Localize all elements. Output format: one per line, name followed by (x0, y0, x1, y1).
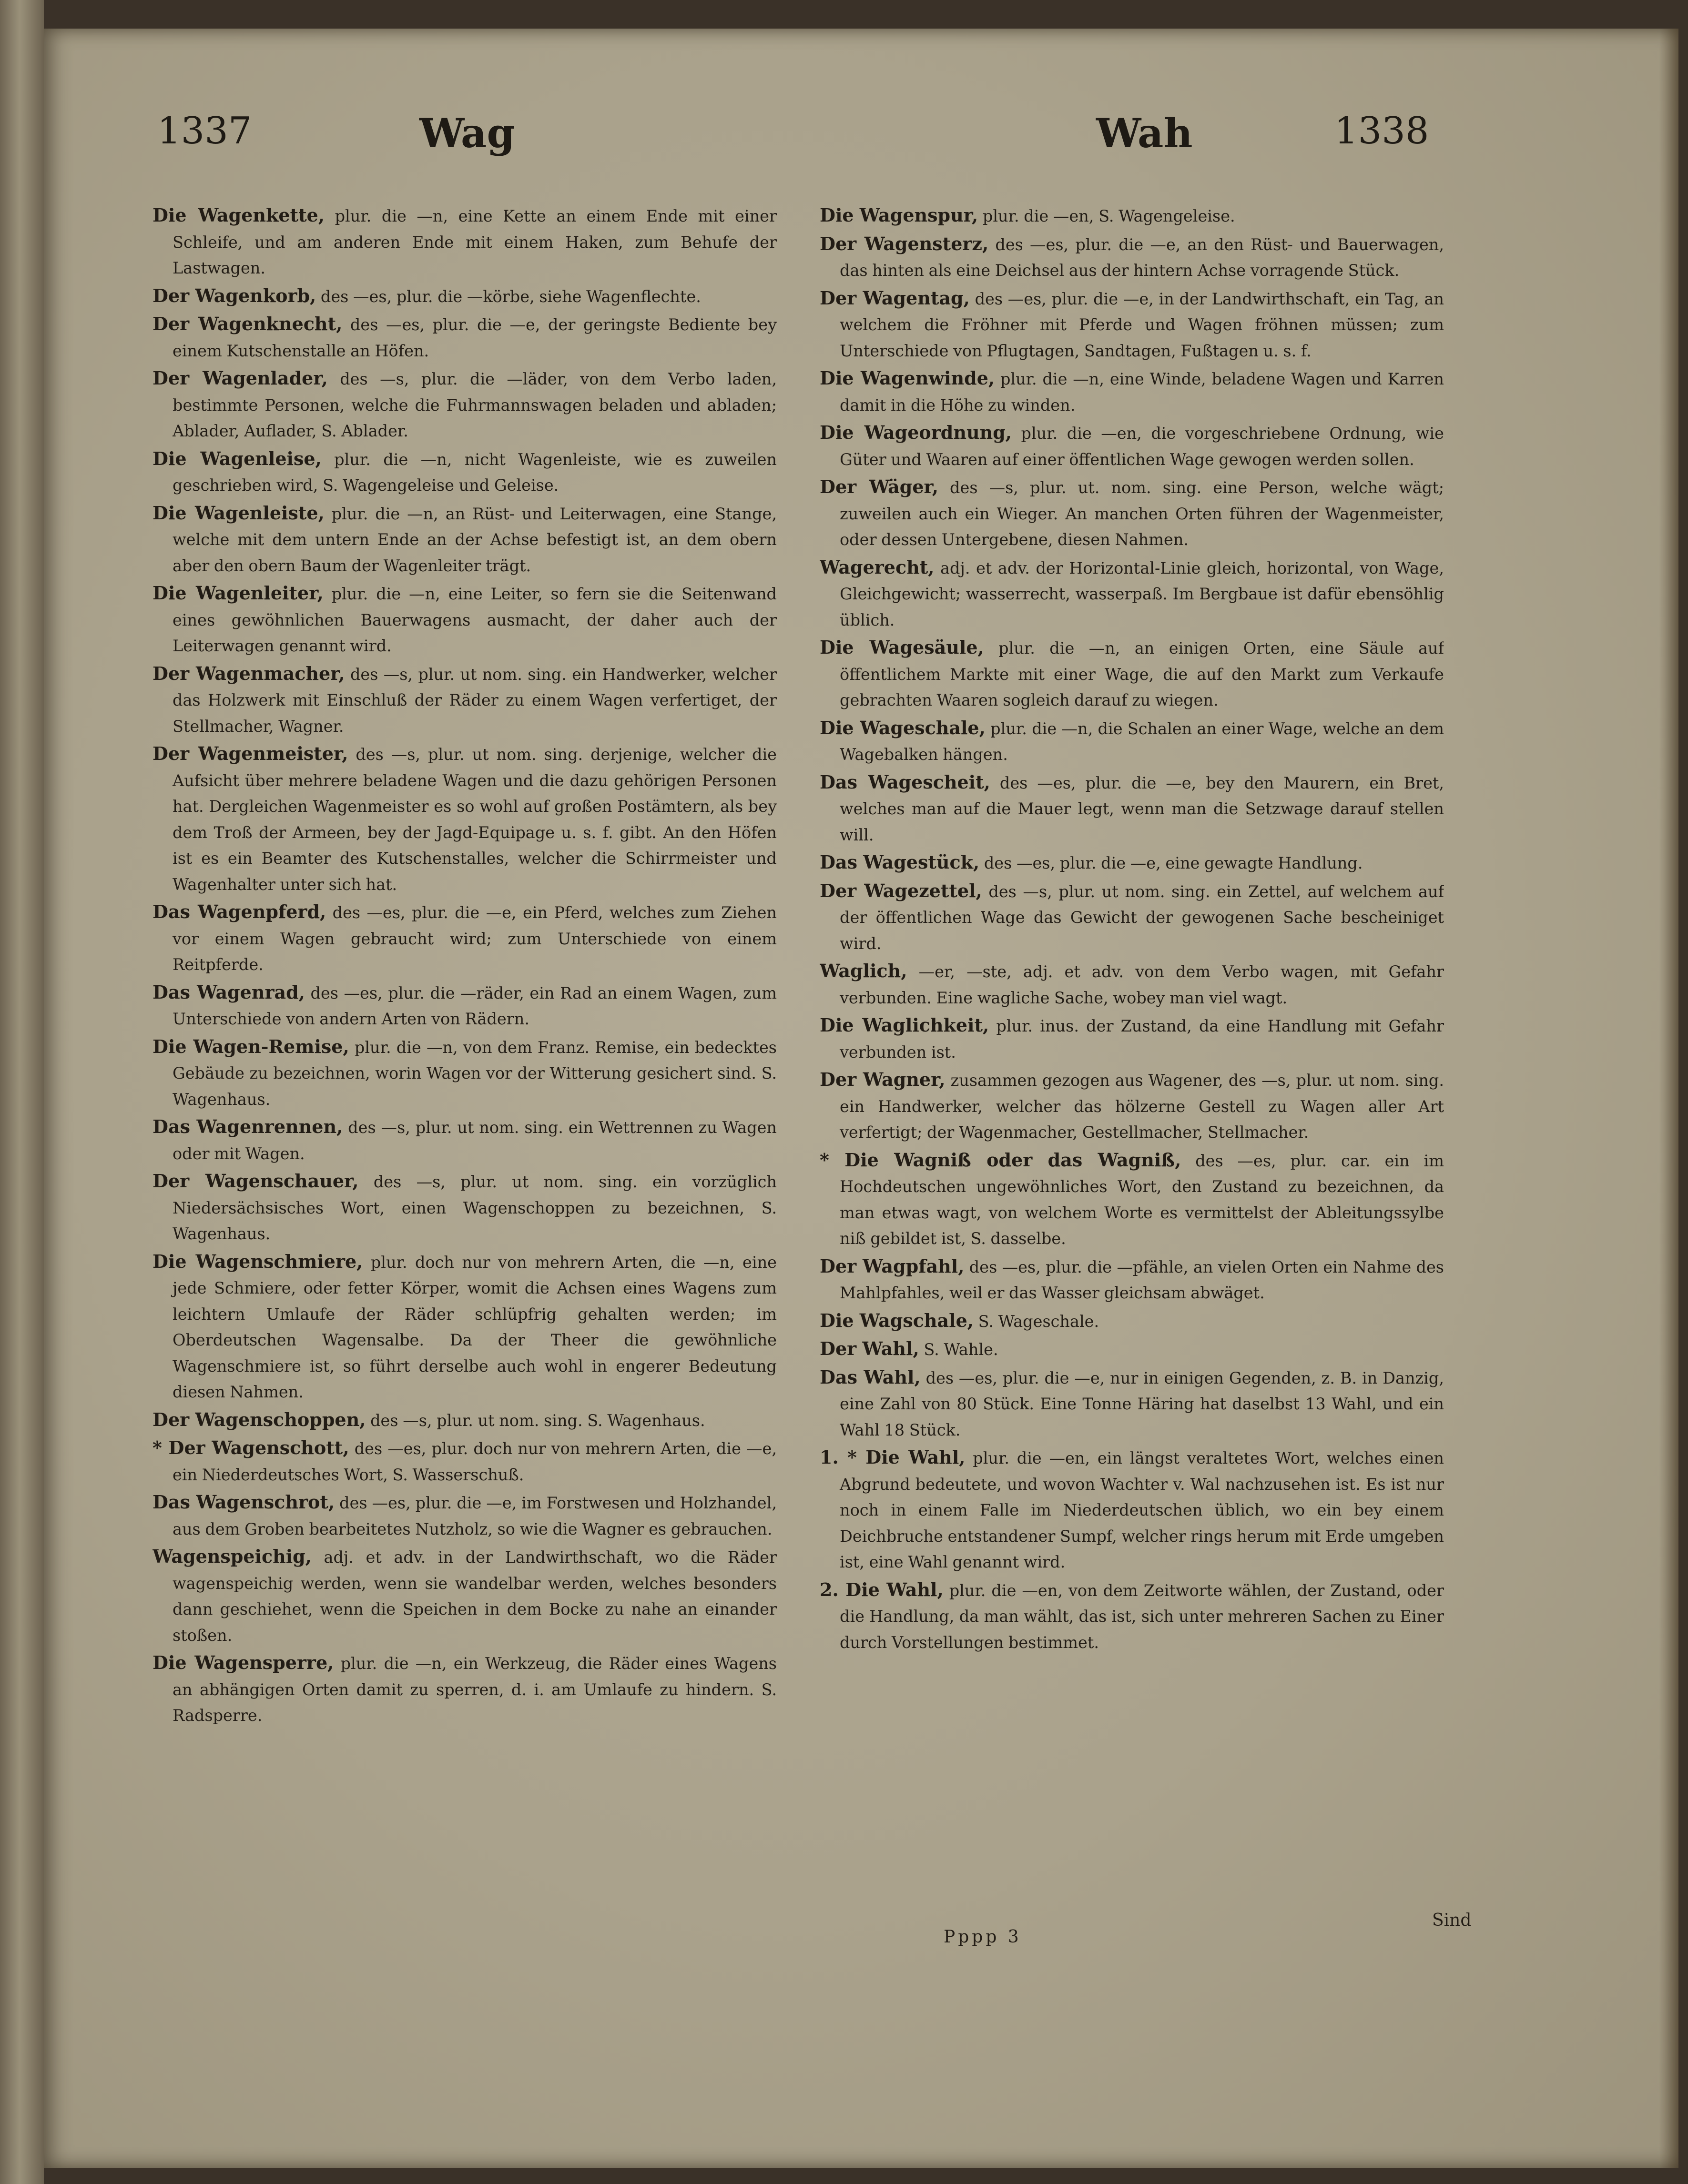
dictionary-entry (153, 1114, 777, 1167)
entry-headword: Der Wahl, (820, 1338, 919, 1359)
dictionary-entry (153, 1168, 777, 1247)
entry-headword: Der Wagezettel, (820, 880, 982, 901)
dictionary-entry (820, 285, 1444, 364)
dictionary-entry (153, 1407, 777, 1434)
entry-definition: plur. die —en, von dem Zeitworte wählen, der Zustand, oder die Handlung, da man wählt, das ist, sich unter mehreren Sachen zu Einer durch Vorstellungen bestimmet. (840, 1581, 1444, 1652)
dictionary-entry (153, 1435, 777, 1488)
entry-headword: 1. * Die Wahl, (820, 1446, 966, 1468)
entry-definition: plur. die —n, ein Werkzeug, die Räder eines Wagens an abhängigen Orten damit zu sperren, d. i. am Umlaufe zu hindern. S. Radsperre. (173, 1654, 777, 1725)
entry-headword: Der Wagensterz, (820, 233, 989, 254)
entry-headword: * Die Wagniß oder das Wagniß, (820, 1149, 1181, 1171)
dictionary-entry (153, 1650, 777, 1729)
entry-headword: Die Wageschale, (820, 717, 986, 738)
entry-headword: Die Wagenleiter, (153, 582, 324, 604)
dictionary-entry (820, 555, 1444, 634)
dictionary-entry (820, 769, 1444, 849)
entry-headword: Der Wagenlader, (153, 367, 328, 389)
entry-definition: adj. et adv. in der Landwirthschaft, wo die Räder wagenspeichig werden, wenn sie wandelbar werden, welches besonders dann geschiehet, wenn die Speichen in dem Bocke zu nahe an einander stoßen. (173, 1548, 777, 1645)
previous-page-edge (0, 0, 44, 2184)
entry-headword: Der Wagenmacher, (153, 662, 345, 684)
entry-definition: plur. die —n, an einigen Orten, eine Säule auf öffentlichem Markte mit einer Wage, die auf den Markt zum Verkaufe gebrachten Waaren sogleich darauf zu wiegen. (840, 639, 1444, 709)
dictionary-entry (153, 311, 777, 364)
dictionary-entry (820, 1577, 1444, 1656)
entry-definition: plur. die —en, S. Wagengeleise. (978, 207, 1235, 225)
right-page-number: 1338 (1334, 110, 1429, 152)
entry-headword: Das Wagenrad, (153, 981, 305, 1003)
entry-definition: plur. die —n, an Rüst- und Leiterwagen, eine Stange, welche mit dem untern Ende an der Achse befestigt ist, an dem obern aber den obern Baum der Wagenleiter trägt. (173, 504, 777, 575)
entry-headword: Waglich, (820, 960, 907, 981)
dictionary-entry (820, 1336, 1444, 1363)
entry-headword: Das Wagenschrot, (153, 1491, 335, 1513)
entry-definition: plur. die —n, eine Kette an einem Ende mit einer Schleife, und am anderen Ende mit einem Haken, zum Behufe der Lastwagen. (173, 207, 777, 277)
dictionary-entry (153, 1489, 777, 1542)
dictionary-entry (153, 1544, 777, 1648)
entry-definition: des —s, plur. die —läder, von dem Verbo laden, bestimmte Personen, welche die Fuhrmannswagen beladen und abladen; Ablader, Auflader, S. Ablader. (173, 370, 777, 440)
dictionary-entry (820, 958, 1444, 1011)
dictionary-entry (153, 202, 777, 282)
left-column (153, 202, 777, 1899)
entry-headword: Der Wagentag, (820, 287, 970, 309)
dictionary-entry (153, 741, 777, 898)
entry-definition: des —es, plur. die —pfähle, an vielen Orten ein Nahme des Mahlpfahles, weil er das Wasser gleichsam abwäget. (840, 1257, 1444, 1302)
entry-headword: Das Wagenrennen, (153, 1116, 343, 1137)
entry-definition: des —es, plur. die —e, an den Rüst- und Bauerwagen, das hinten als eine Deichsel aus der hintern Achse vorragende Stück. (840, 235, 1444, 280)
entry-definition: plur. die —en, ein längst veraltetes Wort, welches einen Abgrund bedeutete, und wovon Wachter v. Wal nachzusehen ist. Es ist nur noch in einem Falle im Niederdeutschen üblich, wo ein bey einem Deichbruche entstandener Sumpf, welcher rings herum mit Erde umgeben ist, eine Wahl genannt wird. (840, 1449, 1444, 1571)
entry-headword: Die Wagenleise, (153, 447, 322, 469)
entry-definition: des —s, plur. ut nom. sing. ein Handwerker, welcher das Holzwerk mit Einschluß der Räder zu einem Wagen verfertiget, der Stellmacher, Wagner. (173, 665, 777, 736)
entry-headword: Die Wagenschmiere, (153, 1250, 363, 1272)
catchword: Sind (1432, 1911, 1472, 1930)
entry-definition: des —es, plur. die —e, im Forstwesen und Holzhandel, aus dem Groben bearbeitetes Nutzholz, so wie die Wagner es gebrauchen. (173, 1494, 777, 1538)
dictionary-entry (820, 1067, 1444, 1146)
dictionary-entry (820, 715, 1444, 768)
entry-headword: Der Wagpfahl, (820, 1255, 965, 1277)
entry-definition: S. Wahle. (919, 1340, 998, 1359)
entry-headword: 2. Die Wahl, (820, 1578, 944, 1600)
dictionary-entry (820, 1308, 1444, 1335)
dictionary-entry (153, 1249, 777, 1405)
entry-definition: plur. doch nur von mehrern Arten, die —n, eine jede Schmiere, oder fetter Körper, womit die Achsen eines Wagens zum leichtern Umlaufe der Räder schlüpfrig gehalten werden; im Oberdeutschen Wagensalbe. Da der Theer die gewöhnliche Wagenschmiere ist, so führt derselbe auch wohl in engerer Bedeutung diesen Nahmen. (173, 1253, 777, 1401)
entry-headword: Die Wagenwinde, (820, 367, 995, 389)
entry-definition: plur. die —n, eine Leiter, so fern sie die Seitenwand eines gewöhnlichen Bauerwagens ausmacht, der daher auch der Leiterwagen genannt wird. (173, 585, 777, 655)
dictionary-entry (153, 446, 777, 499)
entry-definition: des —es, plur. die —e, ein Pferd, welches zum Ziehen vor einem Wagen gebraucht wird; zum Unterschiede von einem Reitpferde. (173, 903, 777, 974)
entry-headword: Die Wagensperre, (153, 1652, 334, 1673)
left-running-head: Wag (419, 110, 515, 157)
entry-headword: Der Wagenkorb, (153, 284, 316, 306)
dictionary-entry (820, 878, 1444, 957)
entry-headword: Der Wagenschoppen, (153, 1408, 366, 1430)
entry-headword: Die Wagesäule, (820, 637, 984, 658)
entry-definition: des —es, plur. die —körbe, siehe Wagenflechte. (316, 287, 701, 306)
entry-headword: Wagerecht, (820, 556, 935, 578)
entry-headword: * Der Wagenschott, (153, 1437, 349, 1458)
entry-headword: Das Wagescheit, (820, 771, 990, 793)
entry-headword: Das Wagestück, (820, 851, 980, 873)
entry-definition: plur. die —n, eine Winde, beladene Wagen und Karren damit in die Höhe zu winden. (840, 370, 1444, 415)
entry-definition: des —s, plur. ut. nom. sing. eine Person, welche wägt; zuweilen auch ein Wieger. An manchen Orten führen der Wagenmeister, oder dessen Untergebene, diesen Nahmen. (840, 478, 1444, 549)
dictionary-entry (153, 283, 777, 310)
dictionary-entry (820, 1012, 1444, 1065)
entry-definition: —er, —ste, adj. et adv. von dem Verbo wagen, mit Gefahr verbunden. Eine wagliche Sache, wobey man viel wagt. (840, 962, 1444, 1007)
entry-headword: Der Wäger, (820, 476, 939, 497)
dictionary-entry (153, 580, 777, 659)
entry-definition: plur. inus. der Zustand, da eine Handlung mit Gefahr verbunden ist. (840, 1017, 1444, 1062)
dictionary-entry (820, 1365, 1444, 1444)
dictionary-entry (153, 980, 777, 1032)
entry-definition: des —s, plur. ut nom. sing. ein Zettel, auf welchem auf der öffentlichen Wage das Gewicht der gewogenen Sache bescheiniget wird. (840, 882, 1444, 953)
entry-definition: des —es, plur. die —e, der geringste Bediente bey einem Kutschenstalle an Höfen. (173, 315, 777, 360)
entry-definition: plur. die —en, die vorgeschriebene Ordnung, wie Güter und Waaren auf einer öffentlichen Wage gewogen werden sollen. (840, 424, 1444, 469)
entry-definition: des —es, plur. doch nur von mehrern Arten, die —e, ein Niederdeutsches Wort, S. Wasserschuß. (173, 1439, 777, 1484)
entry-headword: Das Wahl, (820, 1366, 921, 1388)
dictionary-entry (153, 365, 777, 445)
dictionary-entry (820, 474, 1444, 553)
entry-headword: Wagenspeichig, (153, 1546, 312, 1567)
dictionary-entry (820, 1254, 1444, 1306)
entry-definition: des —s, plur. ut nom. sing. derjenige, welcher die Aufsicht über mehrere beladene Wagen und die dazu gehörigen Personen hat. Dergleichen Wagenmeister es so wohl auf großen Postämtern, als bey dem Troß der Armeen, bey der Jagd-Equipage u. s. f. gibt. An den Höfen ist es ein Beamter des Kutschenstalles, welcher die Schirrmeister und Wagenhalter unter sich hat. (173, 745, 777, 894)
entry-definition: plur. die —n, die Schalen an einer Wage, welche an dem Wagebalken hängen. (840, 719, 1444, 764)
entry-definition: S. Wageschale. (973, 1312, 1099, 1331)
dictionary-entry (820, 231, 1444, 284)
entry-headword: Die Wageordnung, (820, 422, 1012, 443)
entry-headword: Der Wagenknecht, (153, 313, 343, 334)
dictionary-entry (820, 635, 1444, 714)
entry-definition: des —es, plur. die —e, nur in einigen Gegenden, z. B. in Danzig, eine Zahl von 80 Stück. Eine Tonne Häring hat daselbst 13 Wahl, und ein Wahl 18 Stück. (840, 1368, 1444, 1439)
entry-definition: des —s, plur. ut nom. sing. ein vorzüglich Niedersächsisches Wort, einen Wagenschoppen zu bezeichnen, S. Wagenhaus. (173, 1173, 777, 1243)
dictionary-entry (820, 1147, 1444, 1252)
entry-headword: Die Wagschale, (820, 1309, 974, 1331)
entry-definition: des —es, plur. die —räder, ein Rad an einem Wagen, zum Unterschiede von andern Arten von Rädern. (173, 983, 777, 1028)
entry-headword: Der Wagenschauer, (153, 1170, 359, 1192)
entry-definition: zusammen gezogen aus Wagener, des —s, plur. ut nom. sing. ein Handwerker, welcher das hölzerne Gestell zu Wagen aller Art verfertigt; der Wagenmacher, Gestellmacher, Stellmacher. (840, 1071, 1444, 1142)
dictionary-entry (820, 420, 1444, 473)
dictionary-entry (820, 1445, 1444, 1576)
left-page-number: 1337 (157, 110, 252, 152)
entry-headword: Die Wagen-Remise, (153, 1035, 349, 1057)
dictionary-entry (153, 899, 777, 978)
entry-headword: Der Wagner, (820, 1069, 946, 1090)
dictionary-entry (820, 202, 1444, 230)
right-column (820, 202, 1444, 1899)
entry-headword: Das Wagenpferd, (153, 901, 326, 922)
entry-definition: des —es, plur. die —e, in der Landwirthschaft, ein Tag, an welchem die Fröhner mit Pferde und Wagen fröhnen müssen; zum Unterschiede von Pflugtagen, Sandtagen, Fußtagen u. s. f. (840, 289, 1444, 360)
entry-definition: des —es, plur. die —e, eine gewagte Handlung. (979, 854, 1363, 872)
entry-definition: plur. die —n, von dem Franz. Remise, ein bedecktes Gebäude zu bezeichnen, worin Wagen vor der Witterung gesichert sind. S. Wagenhaus. (173, 1038, 777, 1109)
dictionary-entry (153, 1034, 777, 1113)
dictionary-entry (153, 500, 777, 579)
entry-definition: des —es, plur. car. ein im Hochdeutschen ungewöhnliches Wort, den Zustand zu bezeichnen, da man etwas wagt, von welchem Worte es vermittelst der Ableitungssylbe niß gebildet ist, S. dasselbe. (840, 1151, 1444, 1248)
entry-definition: des —s, plur. ut nom. sing. S. Wagenhaus. (366, 1411, 705, 1430)
entry-definition: plur. die —n, nicht Wagenleiste, wie es zuweilen geschrieben wird, S. Wagengeleise und Geleise. (173, 450, 777, 495)
entry-headword: Der Wagenmeister, (153, 743, 348, 764)
entry-definition: adj. et adv. der Horizontal-Linie gleich, horizontal, von Wage, Gleichgewicht; wasserrecht, wasserpaß. Im Bergbaue ist dafür ebensöhlig üblich. (840, 558, 1444, 629)
entry-definition: des —s, plur. ut nom. sing. ein Wettrennen zu Wagen oder mit Wagen. (173, 1118, 777, 1163)
entry-definition: des —es, plur. die —e, bey den Maurern, ein Bret, welches man auf die Mauer legt, wenn man die Setzwage darauf stellen will. (840, 773, 1444, 844)
entry-headword: Die Wagenleiste, (153, 502, 325, 524)
dictionary-entry (820, 365, 1444, 418)
entry-headword: Die Wagenkette, (153, 204, 325, 226)
entry-headword: Die Waglichkeit, (820, 1014, 989, 1036)
entry-headword: Die Wagenspur, (820, 204, 978, 226)
right-running-head: Wah (1096, 110, 1193, 157)
printer-signature: Pppp 3 (944, 1927, 1022, 1947)
dictionary-entry (820, 849, 1444, 877)
dictionary-entry (153, 661, 777, 740)
